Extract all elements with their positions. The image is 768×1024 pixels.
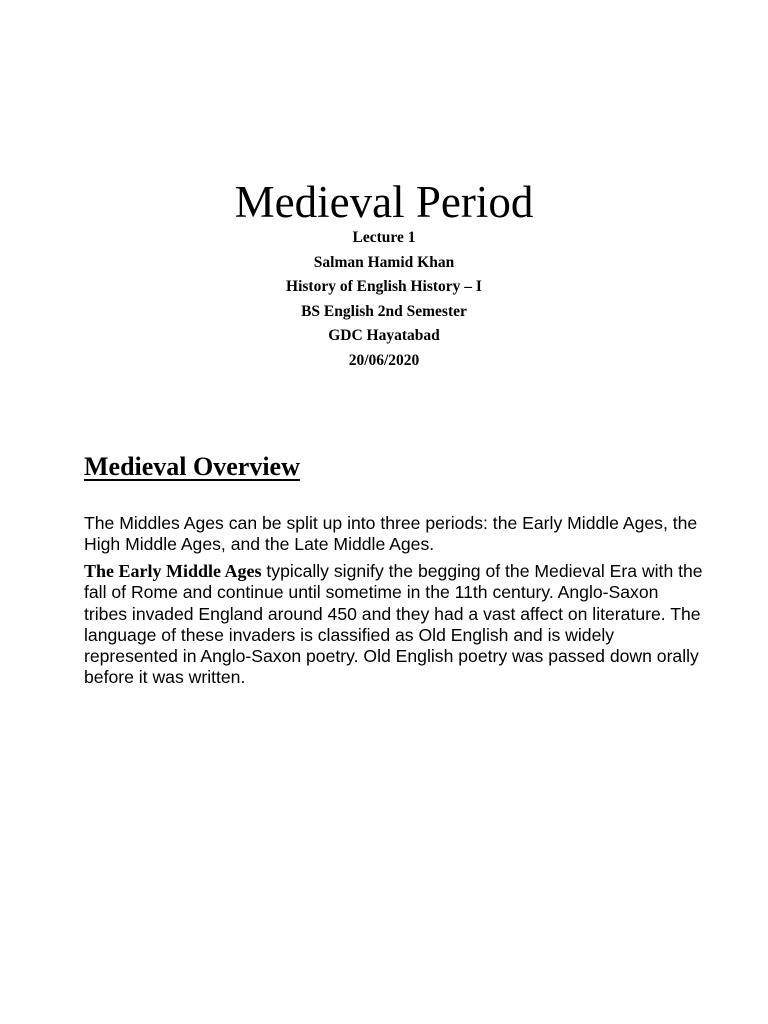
meta-course: History of English History – I xyxy=(286,278,482,295)
section-heading: Medieval Overview xyxy=(84,452,300,481)
meta-author: Salman Hamid Khan xyxy=(313,253,455,271)
meta-institution: GDC Hayatabad xyxy=(328,327,440,344)
lecture-meta xyxy=(0,226,768,373)
paragraph-early-middle-ages xyxy=(84,561,704,689)
paragraph-intro: The Middles Ages can be split up into three periods: the Early Middle Ages, the High Middle Ages, and the Late Middle Ages. xyxy=(84,513,698,555)
meta-date: 20/06/2020 xyxy=(348,351,420,369)
paragraph-body: typically signify the begging of the Medieval Era with the fall of Rome and continue until sometime in the 11th century. Anglo-Saxon tribes invaded England around 450 and they had a vast affect on literature. The language of these invaders is classified as Old English and is widely represented in Anglo-Saxon poetry. Old English poetry was passed down orally before it was written. xyxy=(84,561,703,688)
meta-program: BS English 2nd Semester xyxy=(301,302,467,320)
meta-lecture: Lecture 1 xyxy=(352,229,416,246)
paragraph-lead: The Early Middle Ages xyxy=(84,561,262,581)
page-title: Medieval Period xyxy=(234,177,534,227)
